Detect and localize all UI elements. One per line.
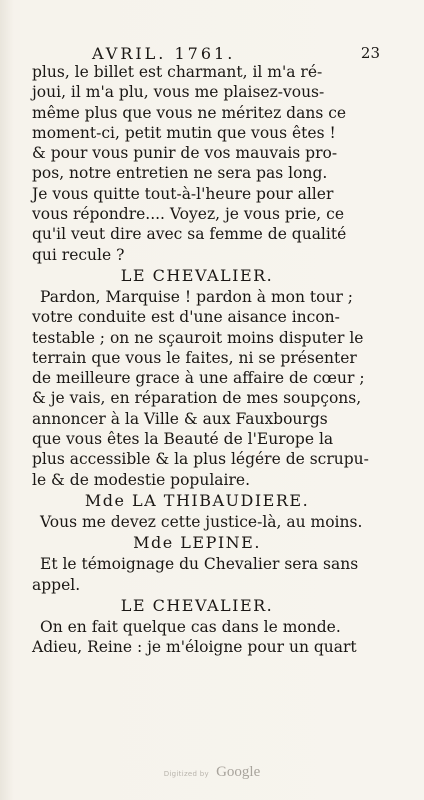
text-line: appel. [32, 575, 81, 594]
digitized-by-text: Digitized by [163, 770, 209, 778]
text-line: Et le témoignage du Chevalier sera sans [40, 555, 359, 574]
text-line: On en fait quelque cas dans le monde. [40, 617, 341, 636]
text-line: de meilleure grace à une affaire de cœur ; [32, 369, 365, 388]
text-line: que vous êtes la Beauté de l'Europe la [32, 430, 334, 449]
google-logo: Google [216, 764, 261, 780]
text-line: Adieu, Reine : je m'éloigne pour un quart [32, 638, 357, 657]
speaker-heading: Mde LEPINE. [133, 533, 261, 553]
text-line: Je vous quitte tout-à-l'heure pour aller [32, 184, 334, 203]
digitization-watermark [0, 761, 424, 781]
text-line: & je vais, en réparation de mes soupçons, [32, 389, 362, 408]
text-line: même plus que vous ne méritez dans ce [32, 103, 347, 122]
page-text [32, 62, 369, 657]
speaker-heading: Mde LA THIBAUDIERE. [84, 490, 310, 510]
text-line: Vous me devez cette justice-là, au moins. [40, 512, 363, 531]
text-line: qui recule ? [32, 245, 125, 264]
text-line: testable ; on ne sçauroit moins disputer le [32, 328, 364, 347]
text-line: moment-ci, petit mutin que vous êtes ! [32, 123, 336, 142]
speaker-heading: LE CHEVALIER. [120, 595, 274, 615]
running-head: AVRIL. 1761. [92, 44, 236, 63]
text-line: joui, il m'a plu, vous me plaisez-vous- [32, 83, 325, 102]
text-line: Pardon, Marquise ! pardon à mon tour ; [40, 287, 354, 306]
text-line: votre conduite est d'une aisance incon- [32, 308, 340, 327]
speaker-heading: LE CHEVALIER. [120, 265, 274, 285]
text-line: vous répondre.... Voyez, je vous prie, ce [32, 205, 344, 224]
text-line: & pour vous punir de vos mauvais pro- [32, 144, 338, 163]
text-line: annoncer à la Ville & aux Fauxbourgs [32, 409, 328, 428]
text-line: plus accessible & la plus légére de scrupu- [32, 450, 369, 469]
text-line: qu'il veut dire avec sa femme de qualité [32, 225, 347, 244]
page-number: 23 [360, 44, 380, 62]
text-line: pos, notre entretien ne sera pas long. [32, 164, 328, 183]
text-line: plus, le billet est charmant, il m'a ré- [32, 63, 323, 81]
text-line: le & de modestie populaire. [32, 470, 250, 489]
text-line: terrain que vous le faites, ni se présenter [32, 348, 357, 367]
